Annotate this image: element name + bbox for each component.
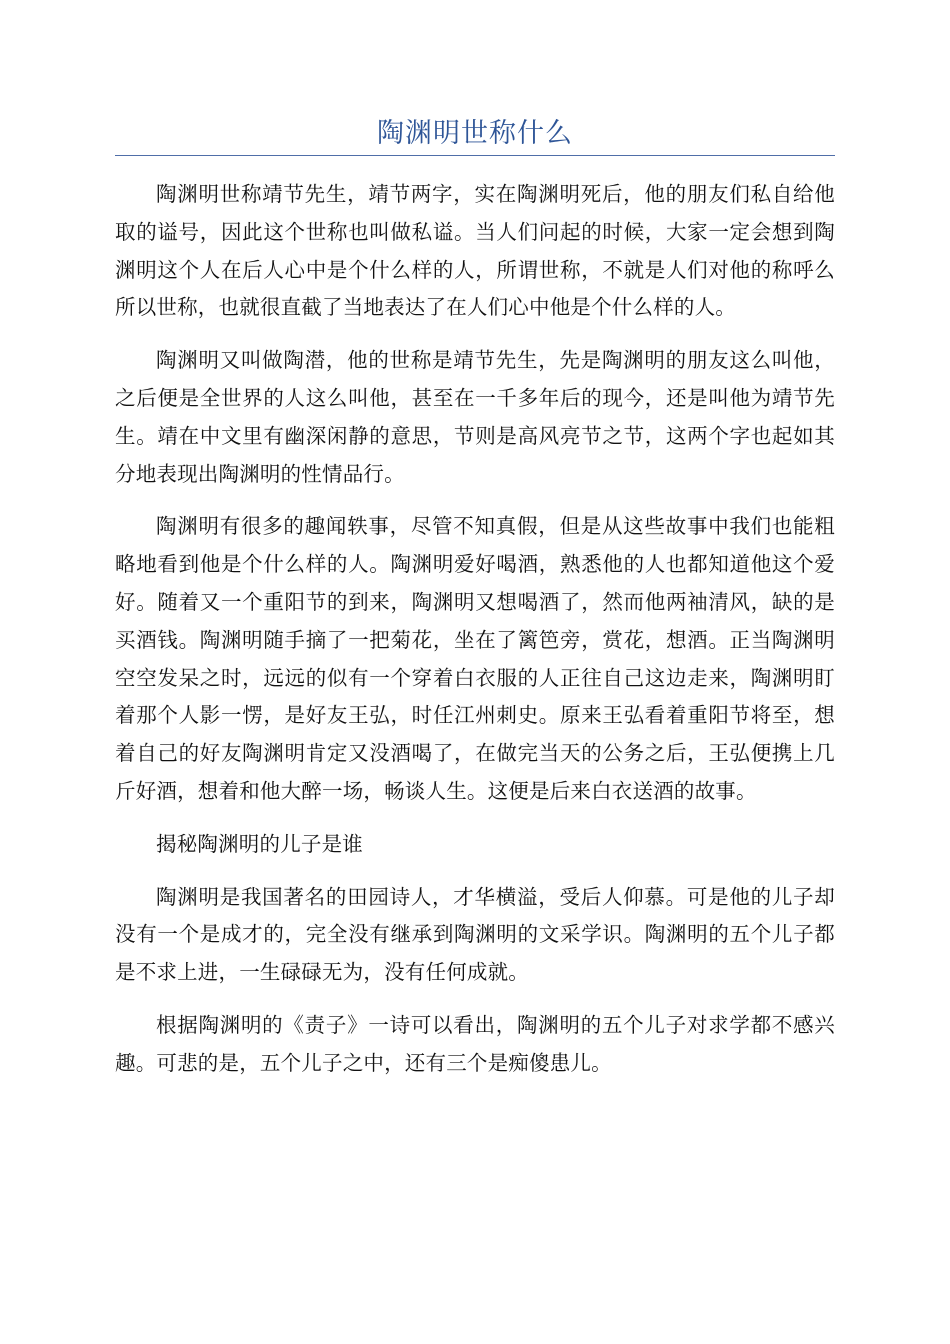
paragraph-name-meaning: 陶渊明又叫做陶潜，他的世称是靖节先生，先是陶渊明的朋友这么叫他，之后便是全世界的人这么叫他，甚至在一千多年后的现今，还是叫他为靖节先生。靖在中文里有幽深闲静的意思，节则是高风亮节之节，这两个字也起如其分地表现出陶渊明的性情品行。 [115, 348, 835, 486]
page-title: 陶渊明世称什么 [377, 118, 573, 149]
paragraph-sons: 陶渊明是我国著名的田园诗人，才华横溢，受后人仰慕。可是他的儿子却没有一个是成才的，完全没有继承到陶渊明的文采学识。陶渊明的五个儿子都是不求上进，一生碌碌无为，没有任何成就。 [115, 884, 835, 985]
paragraph-anecdote: 陶渊明有很多的趣闻轶事，尽管不知真假，但是从这些故事中我们也能粗略地看到他是个什么样的人。陶渊明爱好喝酒，熟悉他的人也都知道他这个爱好。随着又一个重阳节的到来，陶渊明又想喝酒了，然而他两袖清风，缺的是买酒钱。陶渊明随手摘了一把菊花，坐在了篱笆旁，赏花，想酒。正当陶渊明空空发呆之时，远远的似有一个穿着白衣服的人正往自己这边走来，陶渊明盯着那个人影一愣，是好友王弘，时任江州刺史。原来王弘看着重阳节将至，想着自己的好友陶渊明肯定又没酒喝了，在做完当天的公务之后，王弘便携上几斤好酒，想着和他大醉一场，畅谈人生。这便是后来白衣送酒的故事。 [115, 514, 835, 803]
paragraph-zezi-poem: 根据陶渊明的《责子》一诗可以看出，陶渊明的五个儿子对求学都不感兴趣。可悲的是，五个儿子之中，还有三个是痴傻患儿。 [115, 1012, 835, 1075]
title-block [115, 112, 835, 156]
document-body [115, 176, 835, 1098]
paragraph-intro: 陶渊明世称靖节先生，靖节两字，实在陶渊明死后，他的朋友们私自给他取的谥号，因此这个世称也叫做私谥。当人们问起的时候，大家一定会想到陶渊明这个人在后人心中是个什么样的人，所谓世称，不就是人们对他的称呼么所以世称，也就很直截了当地表达了在人们心中他是个什么样的人。 [115, 182, 835, 320]
section-heading-sons: 揭秘陶渊明的儿子是谁 [156, 831, 363, 856]
